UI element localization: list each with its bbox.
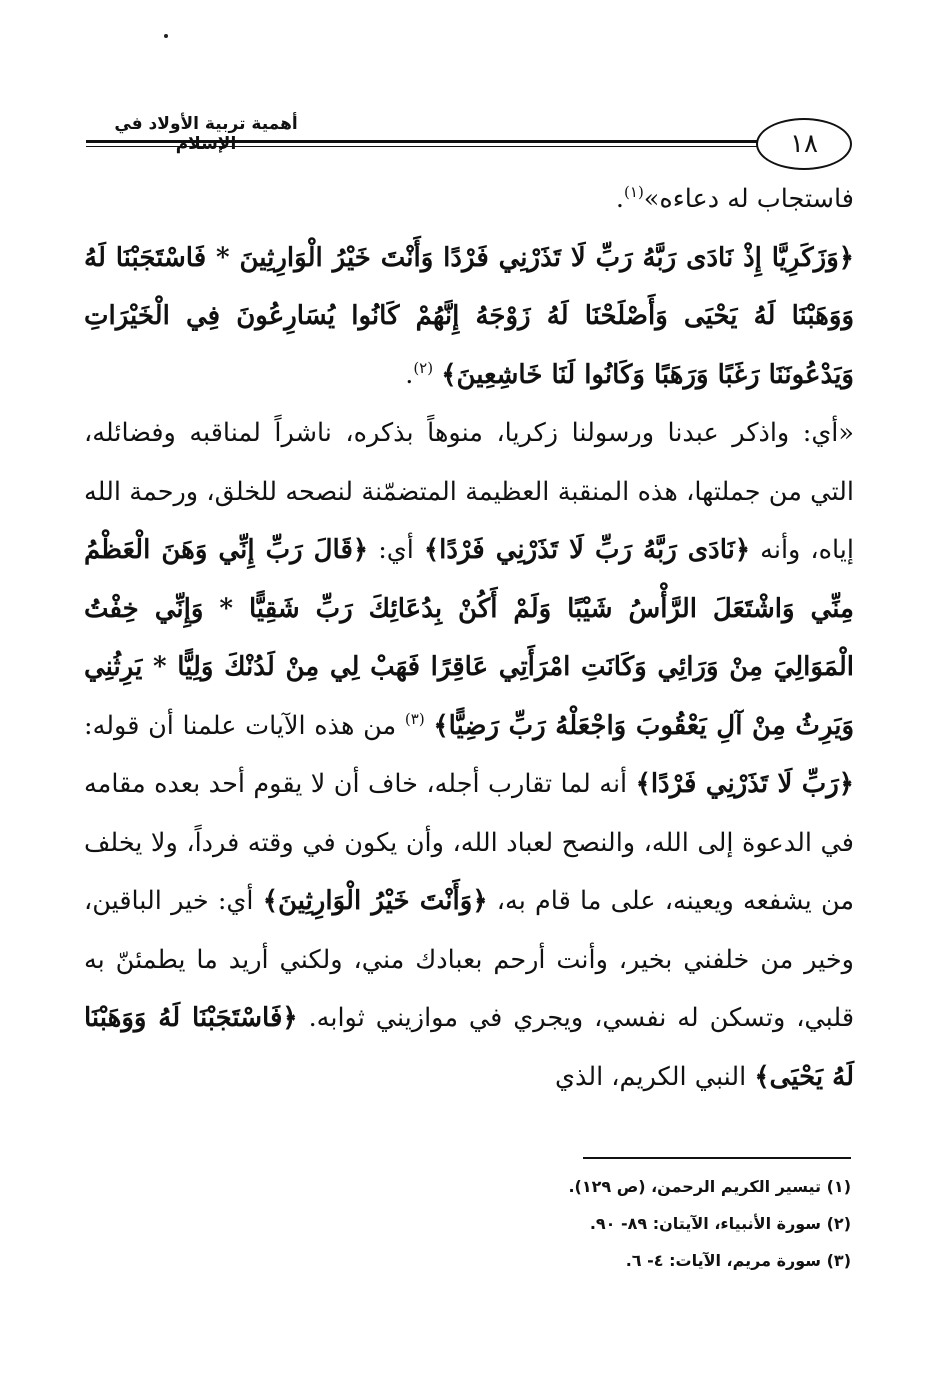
verse-end: . — [405, 359, 414, 390]
continued-text: فاستجاب له دعاءه» — [643, 184, 854, 214]
page-header — [86, 100, 852, 170]
running-title: أهمية تربية الأولاد في الإسلام — [114, 114, 298, 154]
tafsir-text-5: أي: خير الباقين، وخير من خلفني بخير، وأنت أرحم بعبادك مني، ولكني أريد ما يطمئنّ به قلبي، وتسكن له نفسي، ويجري في موازيني ثوابه. — [84, 886, 855, 1033]
continued-paragraph — [84, 170, 854, 229]
continued-end: . — [615, 184, 625, 214]
tafsir-text-6: النبي الكريم، الذي — [554, 1061, 747, 1092]
footnotes — [151, 1168, 851, 1279]
footnote-ref-3: (٣) — [404, 709, 425, 728]
tafsir-text-3: من هذه الآيات علمنا أن قوله: — [84, 710, 397, 741]
quran-quote-3: ﴿رَبِّ لَا تَذَرْنِي فَرْدًا﴾ — [635, 769, 854, 799]
quran-quote-1: ﴿نَادَى رَبَّهُ رَبِّ لَا تَذَرْنِي فَرْدًا﴾ — [423, 535, 751, 565]
scan-speck — [164, 34, 168, 38]
footnote-1: (١) تيسير الكريم الرحمن، (ص ١٢٩). — [568, 1177, 851, 1196]
footnote-3: (٣) سورة مريم، الآيات: ٤- ٦. — [625, 1251, 851, 1270]
verse-block — [84, 229, 854, 405]
tafsir-text-1: «أي: واذكر عبدنا ورسولنا زكريا، منوهاً بذكره، ناشراً لمناقبه وفضائله، التي من جملتها، هذه المنقبة العظيمة المتضمّنة لنصحه للخلق، ورحمة الله إياه، وأنه — [84, 418, 854, 565]
quran-quote-5: ﴿فَاسْتَجَبْنَا لَهُ وَوَهَبْنَا لَهُ يَحْيَى﴾ — [84, 1003, 854, 1092]
tafsir-text-4: أنه لما تقارب أجله، خاف أن لا يقوم أحد بعده مقامه في الدعوة إلى الله، والنصح لعباد الله، وأن يكون في وقته فرداً، ولا يخلف من يشفعه ويعينه، على ما قام به، — [84, 769, 855, 916]
footnote-2: (٢) سورة الأنبياء، الآيتان: ٨٩- ٩٠. — [589, 1214, 851, 1233]
tafsir-paragraph — [84, 404, 854, 1106]
footnote-ref-2: (٢) — [413, 358, 434, 377]
tafsir-text-2: أي: — [378, 535, 414, 565]
page-number: ١٨ — [756, 118, 852, 170]
header-rule-thin — [86, 146, 776, 147]
quran-quote-2: ﴿قَالَ رَبِّ إِنِّي وَهَنَ الْعَظْمُ مِنِّي وَاشْتَعَلَ الرَّأْسُ شَيْبًا وَلَمْ أَكُنْ بِدُعَائِكَ رَبِّ شَقِيًّا * وَإِنِّي خِفْتُ الْمَوَالِيَ مِنْ وَرَائِي وَكَانَتِ امْرَأَتِي عَاقِرًا فَهَبْ لِي مِنْ لَدُنْكَ وَلِيًّا * يَرِثُنِي وَيَرِثُ مِنْ آلِ يَعْقُوبَ وَاجْعَلْهُ رَبِّ رَضِيًّا﴾ — [84, 535, 854, 741]
header-rule-thick — [86, 140, 776, 143]
footnote-separator — [583, 1157, 851, 1159]
footnote-ref-1: (١) — [624, 183, 644, 201]
quran-verse: ﴿وَزَكَرِيَّا إِذْ نَادَى رَبَّهُ رَبِّ لَا تَذَرْنِي فَرْدًا وَأَنْتَ خَيْرُ الْوَارِثِينَ * فَاسْتَجَبْنَا لَهُ وَوَهَبْنَا لَهُ يَحْيَى وَأَصْلَحْنَا لَهُ زَوْجَهُ إِنَّهُمْ كَانُوا يُسَارِعُونَ فِي الْخَيْرَاتِ وَيَدْعُونَنَا رَغَبًا وَرَهَبًا وَكَانُوا لَنَا خَاشِعِينَ﴾ — [84, 242, 854, 390]
quran-quote-4: ﴿وَأَنْتَ خَيْرُ الْوَارِثِينَ﴾ — [262, 886, 488, 916]
page-body — [84, 170, 854, 1106]
